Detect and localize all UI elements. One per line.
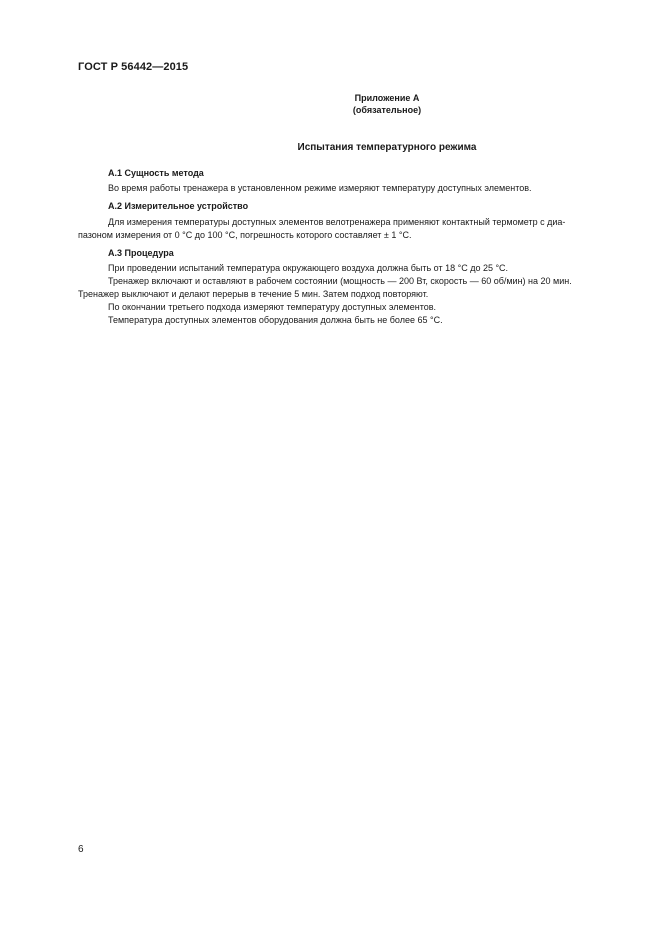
section-heading-a3: А.3 Процедура <box>108 248 174 258</box>
paragraph-line: Для измерения температуры доступных элементов велотренажера применяют контактный термометр с диа- <box>108 217 566 227</box>
page-number: 6 <box>78 844 84 855</box>
annex-heading: Испытания температурного режима <box>297 142 477 153</box>
section-heading-a1: А.1 Сущность метода <box>108 168 204 178</box>
paragraph-line: При проведении испытаний температура окружающего воздуха должна быть от 18 °С до 25 °С. <box>108 263 509 273</box>
paragraph-line: Температура доступных элементов оборудования должна быть не более 65 °С. <box>108 315 443 325</box>
annex-type: (обязательное) <box>352 105 422 115</box>
paragraph-line: Тренажер выключают и делают перерыв в течение 5 мин. Затем подход повторяют. <box>78 289 429 299</box>
annex-title: Приложение А <box>354 93 420 103</box>
section-heading-a2: А.2 Измерительное устройство <box>108 201 249 211</box>
paragraph-line: пазоном измерения от 0 °С до 100 °С, погрешность которого составляет ± 1 °С. <box>78 230 412 240</box>
paragraph-line: По окончании третьего подхода измеряют температуру доступных элементов. <box>108 302 436 312</box>
standard-designation: ГОСТ Р 56442—2015 <box>78 61 189 73</box>
annex-title-block <box>80 92 661 116</box>
paragraph-line: Тренажер включают и оставляют в рабочем состоянии (мощность — 200 Вт, скорость — 60 об/мин) на 20 мин. <box>108 276 572 286</box>
paragraph-line: Во время работы тренажера в установленном режиме измеряют температуру доступных элементов. <box>108 183 532 193</box>
